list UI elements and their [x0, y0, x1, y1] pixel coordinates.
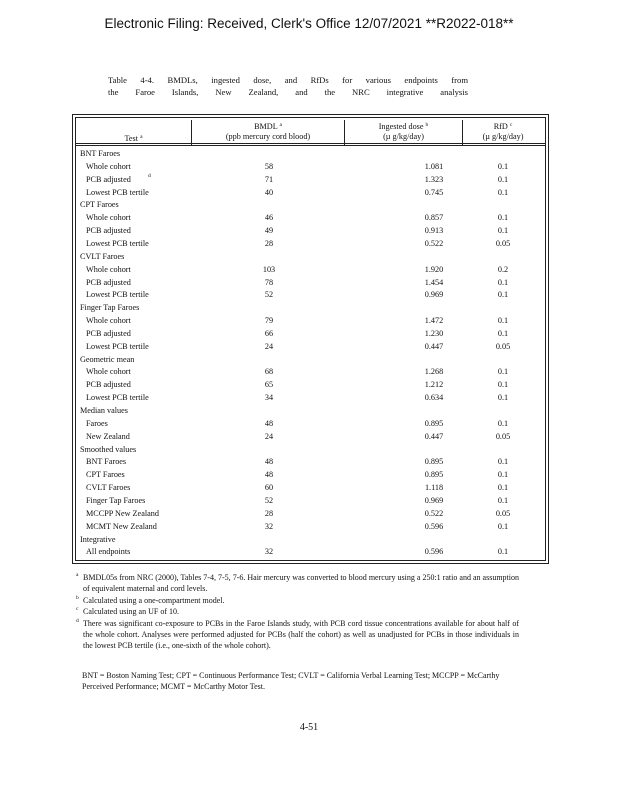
table-caption [108, 74, 468, 98]
table-group-row [76, 535, 545, 548]
footnote: a BMDL05s from NRC (2000), Tables 7-4, 7-5, 7-6. Hair mercury was converted to blood mercury using a 250:1 ratio and an assumption of equivalent maternal and cord levels. [76, 572, 519, 594]
cell-rfd: 0.1 [497, 483, 509, 493]
table-row [76, 509, 545, 522]
table-row [76, 367, 545, 380]
cell-dose: 1.268 [424, 367, 444, 377]
cell-rfd: 0.2 [497, 264, 509, 274]
cell-dose: 0.969 [424, 290, 444, 300]
header-dose: Ingested dose $^b$ (µ g/kg/day) [378, 122, 429, 141]
cell-rfd: 0.1 [497, 418, 509, 428]
table-group-row [76, 303, 545, 316]
cell-dose: 0.522 [424, 238, 444, 248]
cell-test: Finger Tap Faroes [86, 495, 146, 505]
table-row [76, 393, 545, 406]
cell-dose: 0.447 [424, 341, 444, 351]
table-group-row [76, 445, 545, 458]
cell-test: Lowest PCB tertile [86, 393, 149, 403]
cell-rfd: 0.1 [497, 457, 509, 467]
table-group-row [76, 252, 545, 265]
cell-rfd: 0.1 [497, 547, 509, 557]
cell-dose: 1.472 [424, 316, 444, 326]
cell-test: CPT Faroes [80, 200, 119, 210]
header-rfd: RfD $^c$ (µ g/kg/day) [482, 122, 524, 141]
table-row [76, 457, 545, 470]
table-group-row [76, 406, 545, 419]
cell-dose: 0.745 [424, 187, 444, 197]
cell-rfd: 0.1 [497, 187, 509, 197]
cell-test: BNT Faroes [86, 457, 127, 467]
cell-dose: 1.118 [424, 483, 444, 493]
cell-bmdl: 24 [264, 341, 274, 351]
cell-bmdl: 49 [264, 226, 274, 236]
table-group-row [76, 149, 545, 162]
cell-bmdl: 32 [264, 521, 274, 531]
cell-test: PCB adjusted [86, 174, 131, 184]
table-row [76, 278, 545, 291]
cell-rfd: 0.1 [497, 316, 509, 326]
cell-rfd: 0.05 [495, 238, 511, 248]
cell-rfd: 0.1 [497, 521, 509, 531]
table-group-row [76, 200, 545, 213]
cell-dose: 1.212 [424, 380, 444, 390]
cell-bmdl: 32 [264, 547, 274, 557]
table-group-row [76, 355, 545, 368]
cell-dose: 0.895 [424, 418, 444, 428]
cell-rfd: 0.1 [497, 393, 509, 403]
cell-bmdl: 40 [264, 187, 274, 197]
cell-test: New Zealand [86, 431, 130, 441]
cell-bmdl: 48 [264, 418, 274, 428]
table-row [76, 226, 545, 239]
cell-dose: 1.920 [424, 264, 444, 274]
cell-rfd: 0.1 [497, 495, 509, 505]
cell-dose: 0.895 [424, 470, 444, 480]
cell-test: Lowest PCB tertile [86, 341, 149, 351]
cell-bmdl: 28 [264, 238, 274, 248]
cell-test: Geometric mean [80, 354, 135, 364]
table-row [76, 496, 545, 509]
footnotes [76, 572, 519, 652]
table-row [76, 342, 545, 355]
cell-bmdl: 52 [264, 495, 274, 505]
table-row [76, 483, 545, 496]
table-row [76, 380, 545, 393]
cell-bmdl: 103 [262, 264, 276, 274]
cell-bmdl: 58 [264, 161, 274, 171]
table-row [76, 316, 545, 329]
cell-test: PCB adjusted [86, 328, 131, 338]
footnote: b Calculated using a one-compartment model. [76, 594, 225, 605]
cell-dose: 0.969 [424, 495, 444, 505]
cell-test: MCCPP New Zealand [86, 508, 159, 518]
header-rule [76, 145, 545, 146]
cell-rfd: 0.1 [497, 277, 509, 287]
cell-dose: 0.596 [424, 547, 444, 557]
cell-test: MCMT New Zealand [86, 521, 157, 531]
cell-rfd: 0.1 [497, 174, 509, 184]
header-test: Test $^a$ [124, 134, 143, 143]
cell-rfd: 0.05 [495, 341, 511, 351]
cell-test: PCB adjusted [86, 277, 131, 287]
cell-bmdl: 24 [264, 431, 274, 441]
table-row [76, 239, 545, 252]
cell-rfd: 0.1 [497, 290, 509, 300]
cell-dose: 0.634 [424, 393, 444, 403]
cell-test: PCB adjusted [86, 226, 131, 236]
cell-bmdl: 48 [264, 470, 274, 480]
table-row [76, 172, 545, 188]
cell-test: Whole cohort [86, 316, 131, 326]
cell-test: Finger Tap Faroes [80, 303, 140, 313]
cell-test: Whole cohort [86, 161, 131, 171]
table-row [76, 162, 545, 175]
cell-dose: 1.454 [424, 277, 444, 287]
cell-test: Whole cohort [86, 264, 131, 274]
cell-dose: 0.596 [424, 521, 444, 531]
cell-rfd: 0.05 [495, 431, 511, 441]
footnote: c Calculated using an UF of 10. [76, 606, 179, 617]
data-table [72, 114, 549, 564]
cell-dose: 0.447 [424, 431, 444, 441]
cell-test: Faroes [86, 418, 108, 428]
cell-bmdl: 66 [264, 328, 274, 338]
cell-bmdl: 46 [264, 213, 274, 223]
cell-rfd: 0.1 [497, 470, 509, 480]
cell-dose: 0.857 [424, 213, 444, 223]
cell-rfd: 0.1 [497, 328, 509, 338]
cell-rfd: 0.1 [497, 161, 509, 171]
cell-bmdl: 48 [264, 457, 274, 467]
cell-test: Lowest PCB tertile [86, 290, 149, 300]
cell-bmdl: 65 [264, 380, 274, 390]
cell-dose: 1.230 [424, 328, 444, 338]
caption-line-1: Table 4-4. BMDLs, ingested dose, and RfDs for various endpoints from [108, 75, 468, 85]
cell-dose: 1.323 [424, 174, 444, 184]
cell-dose: 0.522 [424, 508, 444, 518]
cell-bmdl: 34 [264, 393, 274, 403]
table-row [76, 265, 545, 278]
cell-test: CVLT Faroes [86, 483, 131, 493]
cell-bmdl: 79 [264, 316, 274, 326]
cell-test: Median values [80, 406, 128, 415]
table-row [76, 547, 545, 560]
table-row [76, 419, 545, 432]
cell-test: Lowest PCB tertile [86, 238, 149, 248]
cell-test: Smoothed values [80, 444, 137, 454]
table-inner-frame [75, 117, 546, 561]
header-bmdl: BMDL $^a$ (ppb mercury cord blood) [225, 122, 311, 141]
cell-test: CPT Faroes [86, 470, 125, 480]
cell-bmdl: 60 [264, 483, 274, 493]
table-row [76, 522, 545, 535]
cell-rfd: 0.05 [495, 508, 511, 518]
table-row [76, 188, 545, 201]
cell-test: Whole cohort [86, 213, 131, 223]
cell-dose: 0.913 [424, 226, 444, 236]
cell-bmdl: 78 [264, 277, 274, 287]
cell-bmdl: 71 [264, 174, 274, 184]
cell-bmdl: 68 [264, 367, 274, 377]
cell-test: Whole cohort [86, 367, 131, 377]
cell-rfd: 0.1 [497, 367, 509, 377]
cell-test: BNT Faroes [80, 149, 121, 158]
table-row [76, 329, 545, 342]
table-row [76, 432, 545, 445]
cell-footnote-mark: d [148, 172, 151, 179]
cell-dose: 1.081 [424, 161, 444, 171]
table-row [76, 213, 545, 226]
header-rule [76, 143, 545, 144]
page-number: 4-51 [299, 722, 319, 733]
cell-bmdl: 28 [264, 508, 274, 518]
caption-line-2: the Faroe Islands, New Zealand, and the NRC integrative analysis [108, 87, 468, 97]
cell-dose: 0.895 [424, 457, 444, 467]
cell-bmdl: 52 [264, 290, 274, 300]
cell-test: Lowest PCB tertile [86, 187, 149, 197]
table-row [76, 470, 545, 483]
cell-rfd: 0.1 [497, 213, 509, 223]
filing-header: Electronic Filing: Received, Clerk's Office 12/07/2021 **R2022-018** [104, 16, 514, 31]
cell-test: All endpoints [86, 547, 131, 557]
cell-test: PCB adjusted [86, 380, 131, 390]
cell-test: Integrative [80, 534, 116, 544]
footnote: d There was significant co-exposure to PCBs in the Faroe Islands study, with PCB cord tissue concentrations available for about half of the whole cohort. Analyses were performed adjusted for PCBs (half the cohort) as well as unadjusted for PCBs in those individuals in the lowest PCB tertile (i.e., one-sixth of the whole cohort). [76, 617, 519, 651]
cell-test: CVLT Faroes [80, 251, 125, 261]
abbreviations: BNT = Boston Naming Test; CPT = Continuous Performance Test; CVLT = California Verbal Learning Test; MCCPP = McCarthy Perceived Performance; MCMT = McCarthy Motor Test. [82, 671, 500, 692]
cell-rfd: 0.1 [497, 226, 509, 236]
cell-rfd: 0.1 [497, 380, 509, 390]
table-row [76, 290, 545, 303]
